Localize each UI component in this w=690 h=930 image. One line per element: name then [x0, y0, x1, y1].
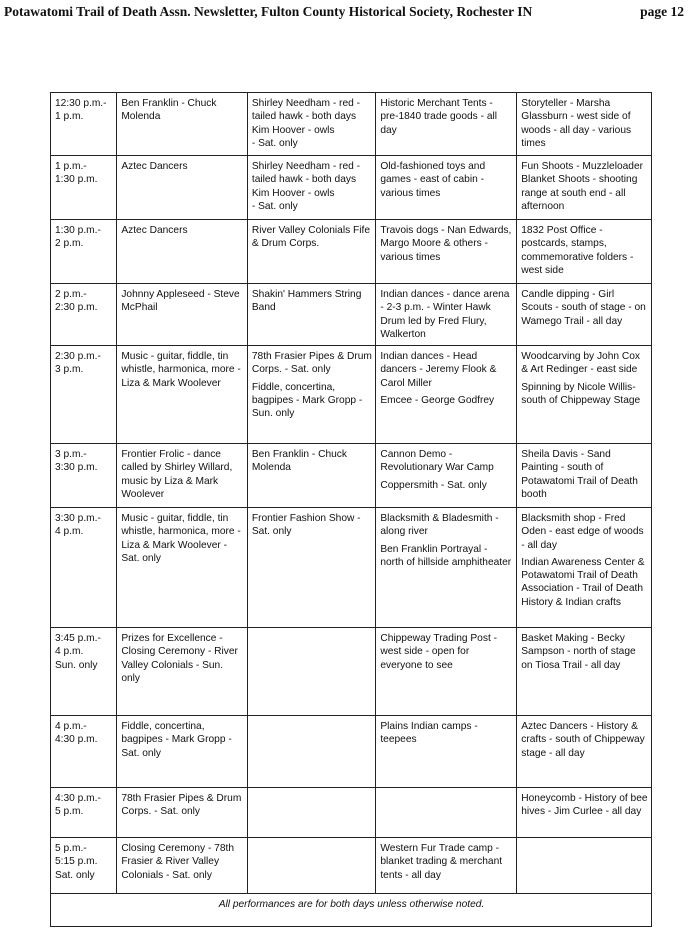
event-cell — [517, 628, 652, 716]
event-text: Ben Franklin - Chuck Molenda — [251, 449, 347, 474]
event-text: 78th Frasier Pipes & Drum Corps. - Sat. only — [251, 351, 372, 376]
event-text: Shirley Needham - red - tailed hawk - both days Kim Hoover - owls - Sat. only — [251, 98, 361, 149]
event-cell — [376, 284, 517, 346]
time-slot: 5 p.m.- 5:15 p.m. Sat. only — [55, 843, 98, 881]
schedule-table — [50, 92, 652, 927]
time-slot: 4 p.m.- 4:30 p.m. — [55, 721, 98, 746]
event-cell — [517, 156, 652, 220]
event-cell — [117, 220, 248, 284]
time-cell — [51, 788, 117, 838]
event-cell — [517, 346, 652, 444]
event-cell — [376, 508, 517, 628]
event-cell — [247, 220, 375, 284]
time-slot: 3:45 p.m.- 4 p.m. Sun. only — [55, 633, 101, 671]
event-text: Travois dogs - Nan Edwards, Margo Moore & others - various times — [380, 225, 512, 263]
event-cell — [117, 788, 248, 838]
event-text: Frontier Fashion Show - Sat. only — [251, 513, 361, 538]
event-text: Historic Merchant Tents - pre-1840 trade goods - all day — [380, 98, 498, 136]
event-cell — [376, 628, 517, 716]
schedule-row — [51, 508, 652, 628]
schedule-footnote: All performances are for both days unless otherwise noted. — [51, 894, 652, 927]
time-cell — [51, 156, 117, 220]
event-cell — [117, 628, 248, 716]
event-cell — [517, 838, 652, 894]
event-cell — [117, 93, 248, 156]
time-cell — [51, 346, 117, 444]
event-text: Candle dipping - Girl Scouts - south of stage - on Wamego Trail - all day — [521, 289, 646, 327]
time-cell — [51, 284, 117, 346]
event-cell — [247, 156, 375, 220]
event-text: Plains Indian camps - teepees — [380, 721, 478, 746]
event-text: Chippeway Trading Post - west side - open for everyone to see — [380, 633, 497, 671]
event-cell — [247, 508, 375, 628]
time-slot: 4:30 p.m.- 5 p.m. — [55, 793, 101, 818]
event-text: Ben Franklin - Chuck Molenda — [121, 98, 217, 123]
event-text: Closing Ceremony - 78th Frasier & River Valley Colonials - Sat. only — [121, 843, 234, 881]
event-text: Prizes for Excellence - Closing Ceremony - River Valley Colonials - Sun. only — [121, 633, 238, 684]
event-cell — [517, 508, 652, 628]
time-slot: 3 p.m.- 3:30 p.m. — [55, 449, 98, 474]
event-cell — [376, 156, 517, 220]
schedule-row — [51, 220, 652, 284]
event-cell — [247, 788, 375, 838]
time-slot: 2 p.m.- 2:30 p.m. — [55, 289, 98, 314]
event-text: Blacksmith & Bladesmith - along river — [380, 513, 499, 538]
event-text: Basket Making - Becky Sampson - north of stage on Tiosa Trail - all day — [521, 633, 636, 671]
schedule-row — [51, 284, 652, 346]
schedule-body — [51, 93, 652, 894]
event-cell — [376, 93, 517, 156]
schedule-row — [51, 628, 652, 716]
page-number: page 12 — [640, 4, 684, 19]
time-slot: 1 p.m.- 1:30 p.m. — [55, 161, 98, 186]
event-text: Shakin' Hammers String Band — [251, 289, 362, 314]
event-text: Indian dances - dance arena - 2-3 p.m. - Winter Hawk Drum led by Fred Flury, Walkerton — [380, 289, 510, 340]
newsletter-header — [4, 4, 684, 20]
schedule-row — [51, 716, 652, 788]
event-text: Spinning by Nicole Willis- south of Chippeway Stage — [521, 381, 641, 406]
event-cell — [517, 716, 652, 788]
event-cell — [247, 716, 375, 788]
event-cell — [376, 788, 517, 838]
event-text: Coppersmith - Sat. only — [380, 479, 487, 491]
event-cell — [376, 716, 517, 788]
time-slot: 2:30 p.m.- 3 p.m. — [55, 351, 101, 376]
event-text: Fiddle, concertina, bagpipes - Mark Gropp - Sat. only — [121, 721, 232, 759]
time-cell — [51, 508, 117, 628]
schedule-row — [51, 346, 652, 444]
event-text: Frontier Frolic - dance called by Shirley Willard, music by Liza & Mark Woolever — [121, 449, 233, 500]
event-text: Indian Awareness Center & Potawatomi Trail of Death Association - Trail of Death History & Indian crafts — [521, 556, 645, 608]
event-cell — [117, 838, 248, 894]
footer-row — [51, 894, 652, 927]
event-cell — [376, 838, 517, 894]
event-cell — [376, 346, 517, 444]
event-text: Old-fashioned toys and games - east of cabin - various times — [380, 161, 486, 199]
event-text: Aztec Dancers — [121, 161, 188, 172]
event-text: Fun Shoots - Muzzleloader Blanket Shoots - shooting range at south end - all afternoon — [521, 161, 644, 212]
time-slot: 3:30 p.m.- 4 p.m. — [55, 513, 101, 538]
time-slot: 1:30 p.m.- 2 p.m. — [55, 225, 101, 250]
event-cell — [117, 346, 248, 444]
time-cell — [51, 628, 117, 716]
schedule-row — [51, 788, 652, 838]
event-text: Honeycomb - History of bee hives - Jim Curlee - all day — [521, 793, 648, 818]
time-cell — [51, 838, 117, 894]
event-text: Sheila Davis - Sand Painting - south of Potawatomi Trail of Death booth — [521, 449, 638, 500]
event-cell — [247, 93, 375, 156]
event-text: Ben Franklin Portrayal - north of hillside amphitheater — [380, 543, 512, 568]
time-cell — [51, 220, 117, 284]
event-cell — [517, 220, 652, 284]
event-text: Indian dances - Head dancers - Jeremy Flook & Carol Miller — [380, 351, 497, 389]
time-slot: 12:30 p.m.- 1 p.m. — [55, 98, 107, 123]
event-cell — [517, 444, 652, 508]
event-cell — [117, 444, 248, 508]
schedule-row — [51, 838, 652, 894]
event-cell — [247, 284, 375, 346]
event-text: Woodcarving by John Cox & Art Redinger - east side — [521, 351, 640, 376]
event-text: 1832 Post Office - postcards, stamps, commemorative folders - west side — [521, 225, 634, 276]
event-cell — [247, 628, 375, 716]
event-text: Cannon Demo - Revolutionary War Camp — [380, 449, 494, 474]
event-text: Shirley Needham - red - tailed hawk - both days Kim Hoover - owls - Sat. only — [251, 161, 361, 212]
schedule-row — [51, 444, 652, 508]
event-text: Emcee - George Godfrey — [380, 394, 495, 406]
event-text: Aztec Dancers — [121, 225, 188, 236]
event-cell — [517, 284, 652, 346]
header-title: Potawatomi Trail of Death Assn. Newsletter, Fulton County Historical Society, Rochester IN — [4, 4, 533, 19]
event-cell — [247, 838, 375, 894]
event-text: Music - guitar, fiddle, tin whistle, harmonica, more - Liza & Mark Woolever - Sat. only — [121, 513, 241, 564]
schedule-row — [51, 156, 652, 220]
event-text: Western Fur Trade camp - blanket trading & merchant tents - all day — [380, 843, 503, 881]
time-cell — [51, 444, 117, 508]
event-text: 78th Frasier Pipes & Drum Corps. - Sat. only — [121, 793, 242, 818]
event-cell — [117, 508, 248, 628]
event-cell — [247, 346, 375, 444]
event-text: Johnny Appleseed - Steve McPhail — [121, 289, 240, 314]
time-cell — [51, 716, 117, 788]
event-cell — [117, 284, 248, 346]
event-cell — [517, 788, 652, 838]
event-cell — [376, 444, 517, 508]
event-text: Blacksmith shop - Fred Oden - east edge of woods - all day — [521, 513, 644, 551]
event-cell — [376, 220, 517, 284]
event-text: Aztec Dancers - History & crafts - south of Chippeway stage - all day — [521, 721, 645, 759]
event-cell — [517, 93, 652, 156]
schedule-row — [51, 93, 652, 156]
event-text: Fiddle, concertina, bagpipes - Mark Gropp - Sun. only — [251, 381, 363, 420]
event-cell — [117, 156, 248, 220]
event-cell — [247, 444, 375, 508]
event-cell — [117, 716, 248, 788]
event-text: River Valley Colonials Fife & Drum Corps. — [251, 225, 370, 250]
time-cell — [51, 93, 117, 156]
event-text: Music - guitar, fiddle, tin whistle, harmonica, more - Liza & Mark Woolever — [121, 351, 241, 389]
event-text: Storyteller - Marsha Glassburn - west side of woods - all day - various times — [521, 98, 632, 149]
